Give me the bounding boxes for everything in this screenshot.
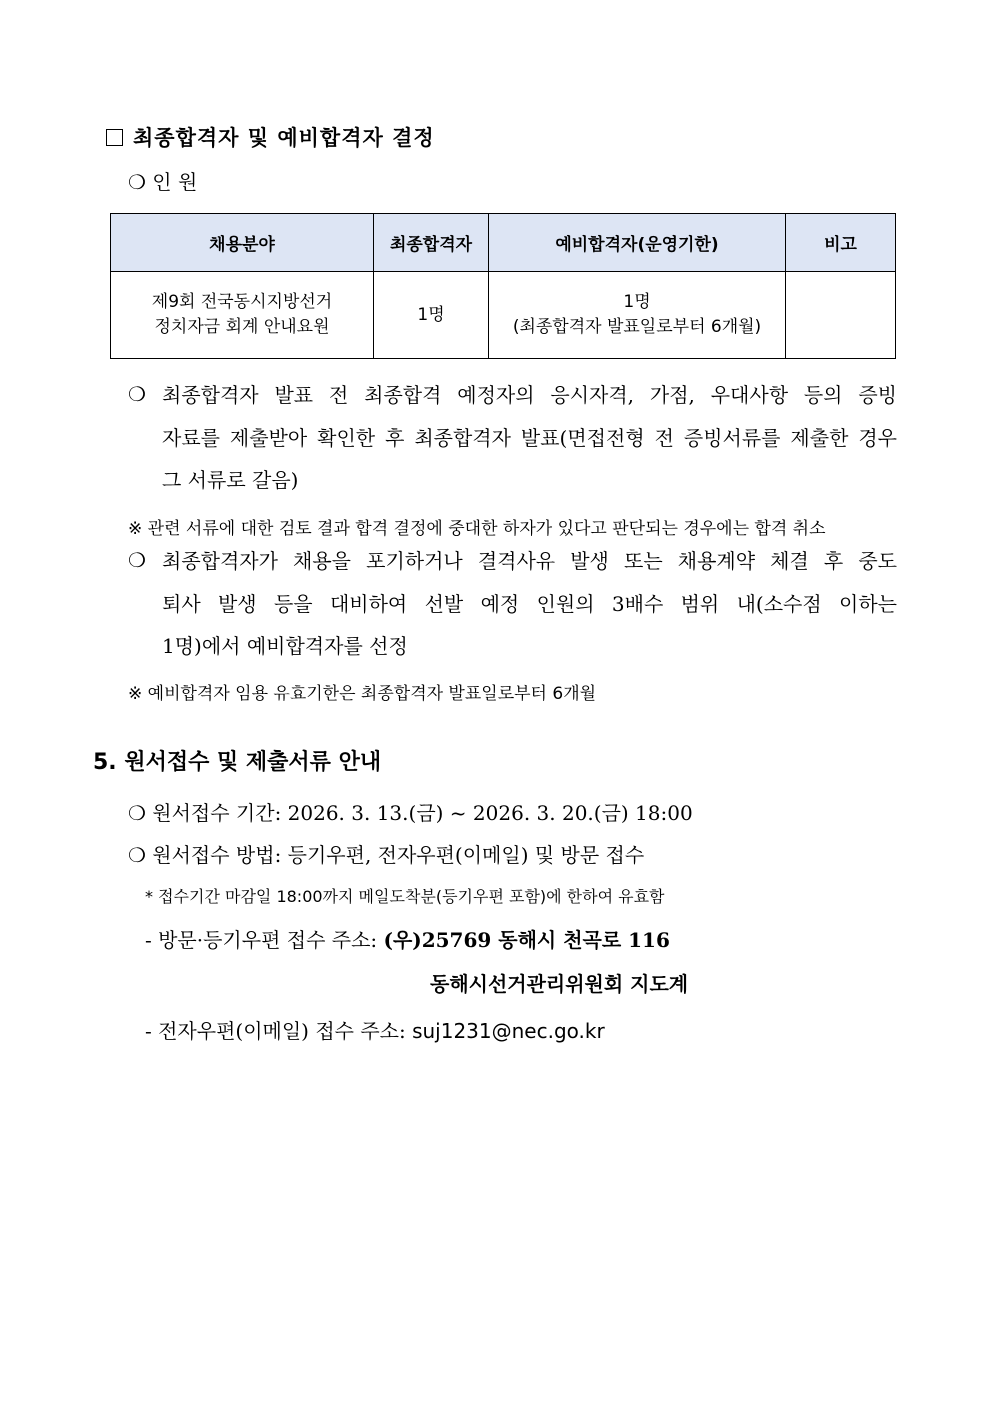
note-cancellation: ※ 관련 서류에 대한 검토 결과 합격 결정에 중대한 하자가 있다고 판단되는 경우에는 합격 취소 [128,519,826,539]
method-note: * 접수기간 마감일 18:00까지 메일도착분(등기우편 포함)에 한하여 유효함 [145,887,665,906]
cell-field: 제9회 전국동시지방선거 정치자금 회계 안내요원 [111,272,374,359]
personnel-table [110,213,896,359]
note-validity: ※ 예비합격자 임용 유효기한은 최종합격자 발표일로부터 6개월 [128,684,597,704]
table-row [111,272,896,359]
visit-office: 동해시선거관리위원회 지도계 [430,972,689,996]
paragraph-reserve: 최종합격자가 채용을 포기하거나 결격사유 발생 또는 채용계약 체결 후 중도 퇴사 발생 등을 대비하여 선발 예정 인원의 3배수 범위 내(소수점 이하는 1명)에서 예비합격자를 선정 [162,549,897,658]
cell-remarks [786,272,896,359]
paragraph-evidence: 최종합격자 발표 전 최종합격 예정자의 응시자격, 가점, 우대사항 등의 증빙 자료를 제출받아 확인한 후 최종합격자 발표(면접전형 전 증빙서류를 제출한 경우 그 서류로 갈음) [162,383,897,492]
header-final: 최종합격자 [374,214,489,272]
personnel-label: ❍ 인 원 [128,170,198,194]
visit-address: - 방문·등기우편 접수 주소: (우)25769 동해시 천곡로 116 [145,928,670,952]
cell-final: 1명 [374,272,489,359]
bullet-icon: ❍ [128,382,146,406]
cell-reserve: 1명 (최종합격자 발표일로부터 6개월) [489,272,786,359]
application-method: ❍ 원서접수 방법: 등기우편, 전자우편(이메일) 및 방문 접수 [128,843,645,867]
header-reserve: 예비합격자(운영기한) [489,214,786,272]
email-address: - 전자우편(이메일) 접수 주소: suj1231@nec.go.kr [145,1019,605,1043]
header-remarks: 비고 [786,214,896,272]
header-field: 채용분야 [111,214,374,272]
table-header-row [111,214,896,272]
checkbox-square-icon [106,129,123,146]
bullet-icon: ❍ [128,548,146,572]
section5-heading: 5. 원서접수 및 제출서류 안내 [93,750,382,775]
section-title: 최종합격자 및 예비합격자 결정 [106,122,435,152]
application-period: ❍ 원서접수 기간: 2026. 3. 13.(금) ~ 2026. 3. 20.(금) 18:00 [128,801,693,825]
email-link[interactable]: suj1231@nec.go.kr [412,1019,605,1043]
